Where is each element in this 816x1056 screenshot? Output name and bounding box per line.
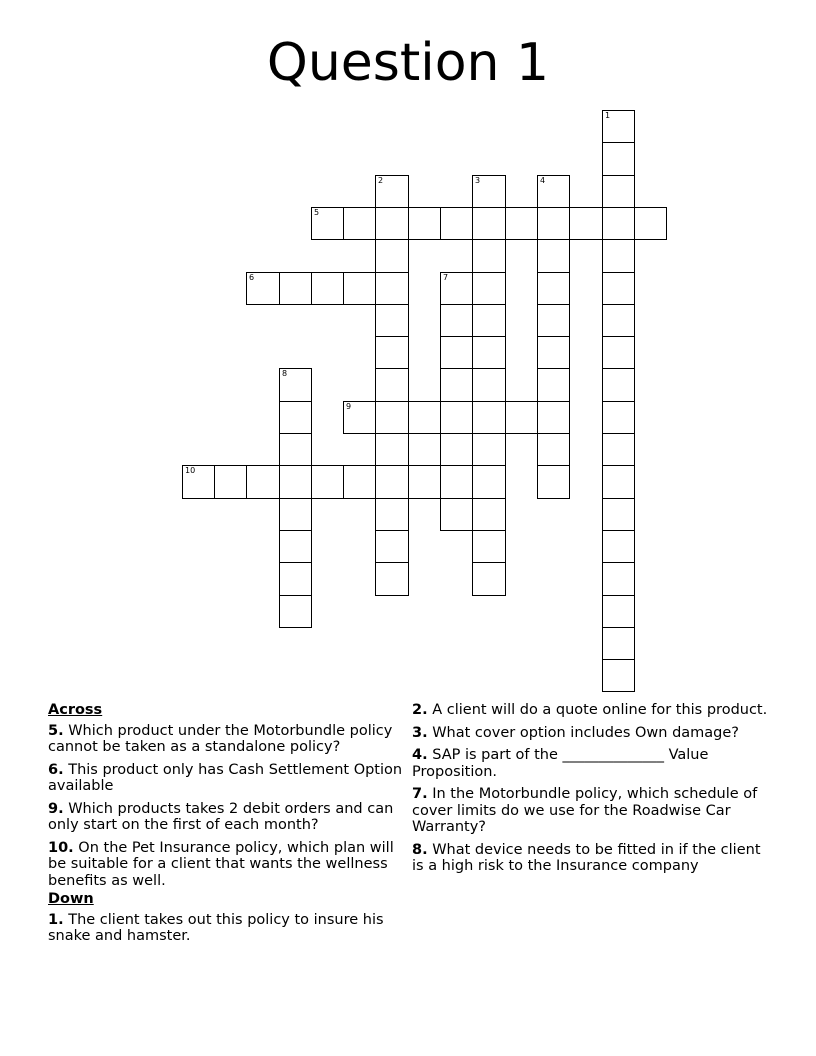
crossword-cell[interactable] [472, 336, 506, 369]
crossword-cell[interactable] [246, 465, 280, 499]
cell-number: 3 [475, 176, 481, 185]
crossword-cell[interactable] [537, 465, 570, 499]
crossword-cell[interactable] [602, 142, 635, 176]
cell-number: 6 [249, 273, 255, 282]
clue-across-10 [48, 840, 404, 890]
clue-text: Which product under the Motorbundle policy cannot be taken as a standalone policy? [48, 722, 393, 755]
crossword-cell[interactable] [375, 530, 409, 563]
crossword-cell[interactable] [311, 465, 344, 499]
clues-left-column [48, 702, 404, 951]
cell-number: 7 [443, 273, 449, 282]
crossword-cell[interactable] [505, 207, 538, 240]
crossword-cell[interactable] [602, 175, 635, 208]
clue-text: Which products takes 2 debit orders and can only start on the first of each month? [48, 800, 394, 833]
clue-down-1 [48, 912, 404, 945]
crossword-cell[interactable] [602, 595, 635, 628]
clue-number: 9. [48, 800, 64, 817]
crossword-cell[interactable] [472, 465, 506, 499]
crossword-cell[interactable] [602, 336, 635, 369]
crossword-cell[interactable] [375, 175, 409, 208]
crossword-cell[interactable] [602, 272, 635, 305]
cell-number: 4 [540, 176, 546, 185]
crossword-cell[interactable] [537, 239, 570, 273]
crossword-cell[interactable] [440, 336, 473, 369]
clue-down-3 [412, 725, 768, 742]
crossword-cell[interactable] [602, 304, 635, 337]
crossword-cell[interactable] [375, 433, 409, 466]
crossword-cell[interactable] [472, 239, 506, 273]
crossword-cell[interactable] [569, 207, 603, 240]
crossword-cell[interactable] [279, 595, 312, 628]
clue-text: A client will do a quote online for this product. [432, 702, 768, 718]
clue-number: 4. [412, 747, 428, 763]
crossword-cell[interactable] [472, 368, 506, 402]
clue-number: 3. [412, 724, 428, 741]
crossword-cell[interactable] [375, 465, 409, 499]
clue-text: What device needs to be fitted in if the client is a high risk to the Insurance company [412, 841, 761, 874]
clue-text: What cover option includes Own damage? [432, 724, 739, 741]
clue-text: On the Pet Insurance policy, which plan will be suitable for a client that wants the wellness benefits as well. [48, 839, 394, 889]
crossword-cell[interactable] [279, 562, 312, 596]
crossword-cell[interactable] [537, 433, 570, 466]
crossword-cell[interactable] [602, 465, 635, 499]
crossword-cell[interactable] [602, 110, 635, 143]
crossword-cell[interactable] [505, 401, 538, 434]
crossword-cell[interactable] [375, 272, 409, 305]
crossword-cell[interactable] [440, 272, 473, 305]
crossword-cell[interactable] [311, 207, 344, 240]
crossword-cell[interactable] [440, 368, 473, 402]
crossword-cell[interactable] [279, 433, 312, 466]
crossword-cell[interactable] [602, 401, 635, 434]
crossword-cell[interactable] [343, 465, 376, 499]
crossword-cell[interactable] [537, 207, 570, 240]
crossword-cell[interactable] [602, 659, 635, 692]
clue-number: 5. [48, 722, 64, 739]
crossword-cell[interactable] [343, 207, 376, 240]
crossword-cell[interactable] [602, 498, 635, 531]
clue-text: This product only has Cash Settlement Option available [48, 761, 403, 794]
clue-number: 8. [412, 841, 428, 858]
crossword-cell[interactable] [408, 465, 441, 499]
crossword-cell[interactable] [602, 239, 635, 273]
crossword-cell[interactable] [246, 272, 280, 305]
crossword-cell[interactable] [279, 530, 312, 563]
clue-down-8 [412, 842, 768, 875]
crossword-cell[interactable] [472, 272, 506, 305]
page-title: Question 1 [266, 33, 550, 93]
crossword-cell[interactable] [440, 304, 473, 337]
clue-number: 1. [48, 911, 64, 928]
crossword-cell[interactable] [440, 465, 473, 499]
crossword-cell[interactable] [602, 368, 635, 402]
crossword-cell[interactable] [537, 272, 570, 305]
crossword-cell[interactable] [472, 530, 506, 563]
crossword-cell[interactable] [602, 530, 635, 563]
crossword-cell[interactable] [311, 272, 344, 305]
across-heading: Across [48, 702, 103, 718]
crossword-cell[interactable] [472, 433, 506, 466]
crossword-cell[interactable] [375, 336, 409, 369]
clue-text: SAP is part of the ______________ Value Proposition. [412, 747, 709, 780]
cell-number: 2 [378, 176, 384, 185]
crossword-cell[interactable] [472, 175, 506, 208]
crossword-cell[interactable] [182, 465, 215, 499]
crossword-cell[interactable] [602, 627, 635, 660]
clue-across-6 [48, 762, 404, 795]
crossword-cell[interactable] [375, 239, 409, 273]
crossword-cell[interactable] [537, 401, 570, 434]
crossword-cell[interactable] [408, 207, 441, 240]
clue-number: 6. [48, 761, 64, 778]
clue-across-9 [48, 801, 404, 834]
crossword-cell[interactable] [440, 498, 473, 531]
crossword-cell[interactable] [408, 401, 441, 434]
crossword-cell[interactable] [472, 498, 506, 531]
crossword-cell[interactable] [472, 304, 506, 337]
clues-right-column [412, 702, 768, 881]
crossword-cell[interactable] [537, 368, 570, 402]
crossword-cell[interactable] [375, 304, 409, 337]
clue-text: In the Motorbundle policy, which schedule of cover limits do we use for the Roadwise Car Warranty? [412, 786, 758, 835]
crossword-cell[interactable] [375, 207, 409, 240]
cell-number: 8 [282, 369, 288, 378]
crossword-cell[interactable] [537, 175, 570, 208]
down-heading: Down [48, 891, 94, 907]
crossword-cell[interactable] [279, 272, 312, 305]
crossword-cell[interactable] [343, 272, 376, 305]
clue-number: 2. [412, 702, 428, 718]
clue-down-2 [412, 702, 768, 719]
clue-number: 7. [412, 786, 428, 802]
clue-down-7 [412, 786, 768, 836]
cell-number: 10 [185, 466, 196, 475]
crossword-cell[interactable] [602, 562, 635, 596]
crossword-cell[interactable] [343, 401, 376, 434]
crossword-cell[interactable] [279, 498, 312, 531]
crossword-cell[interactable] [440, 401, 473, 434]
crossword-cell[interactable] [602, 207, 635, 240]
cell-number: 5 [314, 208, 320, 217]
crossword-cell[interactable] [634, 207, 667, 240]
crossword-cell[interactable] [375, 401, 409, 434]
crossword-cell[interactable] [602, 433, 635, 466]
clue-text: The client takes out this policy to insure his snake and hamster. [48, 911, 384, 944]
clue-number: 10. [48, 839, 74, 856]
clue-across-5 [48, 723, 404, 756]
crossword-cell[interactable] [472, 207, 506, 240]
crossword-cell[interactable] [472, 562, 506, 596]
crossword-cell[interactable] [279, 465, 312, 499]
crossword-cell[interactable] [440, 433, 473, 466]
crossword-cell[interactable] [279, 401, 312, 434]
crossword-cell[interactable] [472, 401, 506, 434]
crossword-cell[interactable] [279, 368, 312, 402]
crossword-cell[interactable] [537, 336, 570, 369]
crossword-cell[interactable] [537, 304, 570, 337]
crossword-cell[interactable] [375, 498, 409, 531]
crossword-cell[interactable] [440, 207, 473, 240]
crossword-cell[interactable] [375, 368, 409, 402]
clue-down-4 [412, 747, 768, 780]
crossword-cell[interactable] [214, 465, 247, 499]
cell-number: 1 [605, 111, 611, 120]
crossword-cell[interactable] [375, 562, 409, 596]
cell-number: 9 [346, 402, 352, 411]
